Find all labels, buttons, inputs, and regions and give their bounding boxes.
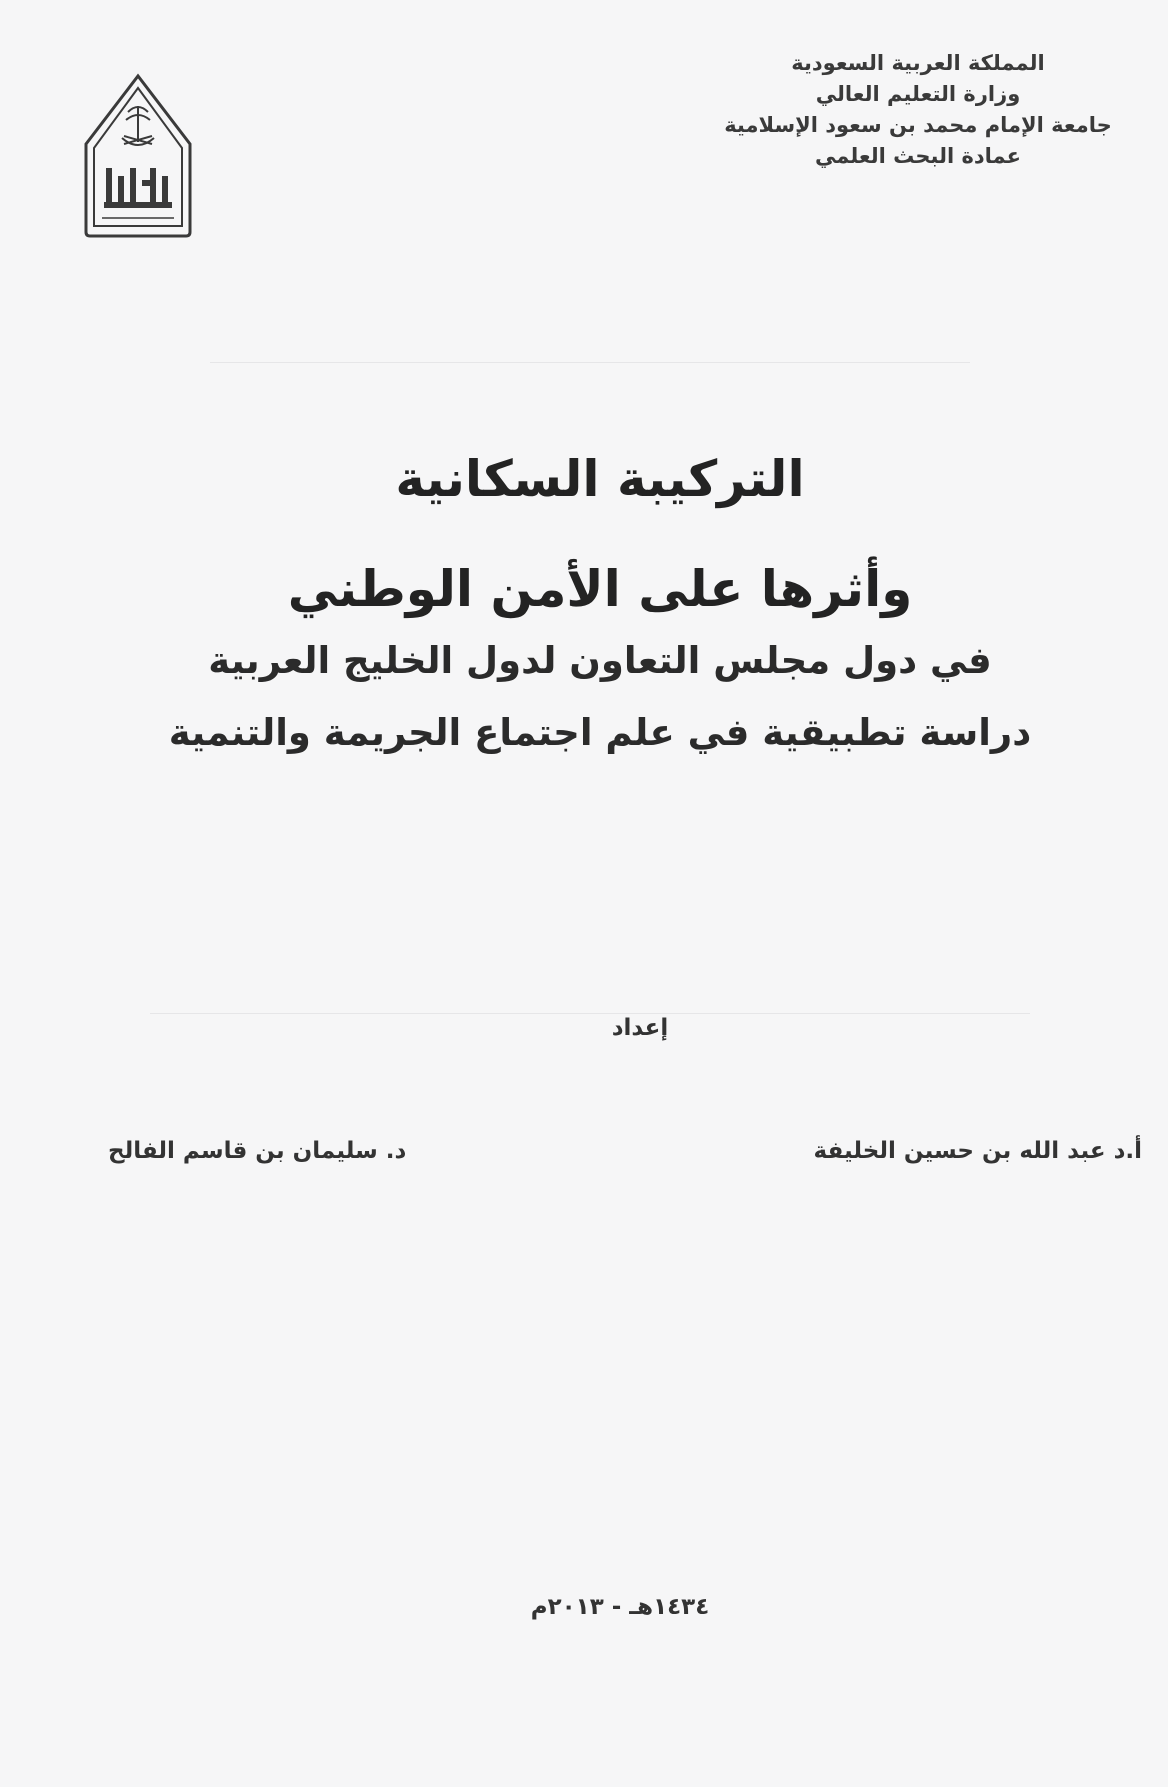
paper-show-through-line bbox=[150, 1013, 1030, 1014]
header-line-deanship: عمادة البحث العلمي bbox=[815, 144, 1021, 168]
university-seal-icon bbox=[82, 72, 194, 238]
title-line-1: التركيبة السكانية bbox=[395, 450, 805, 508]
paper-show-through-line bbox=[210, 362, 970, 363]
prepared-by-label: إعداد bbox=[611, 1015, 669, 1041]
institution-header bbox=[708, 48, 1128, 172]
author-second: د. سليمان بن قاسم الفالح bbox=[108, 1138, 407, 1164]
header-line-ministry: وزارة التعليم العالي bbox=[815, 82, 1021, 106]
header-line-country: المملكة العربية السعودية bbox=[791, 51, 1045, 75]
subtitle-line-1: في دول مجلس التعاون لدول الخليج العربية bbox=[208, 639, 992, 682]
author-first: أ.د عبد الله بن حسين الخليفة bbox=[813, 1138, 1142, 1164]
title-line-2: وأثرها على الأمن الوطني bbox=[287, 560, 913, 618]
publication-date: ١٤٣٤هـ - ٢٠١٣م bbox=[530, 1594, 710, 1620]
header-line-university: جامعة الإمام محمد بن سعود الإسلامية bbox=[724, 113, 1112, 137]
book-title bbox=[150, 445, 1050, 759]
subtitle-line-2: دراسة تطبيقية في علم اجتماع الجريمة والتنمية bbox=[168, 711, 1032, 754]
